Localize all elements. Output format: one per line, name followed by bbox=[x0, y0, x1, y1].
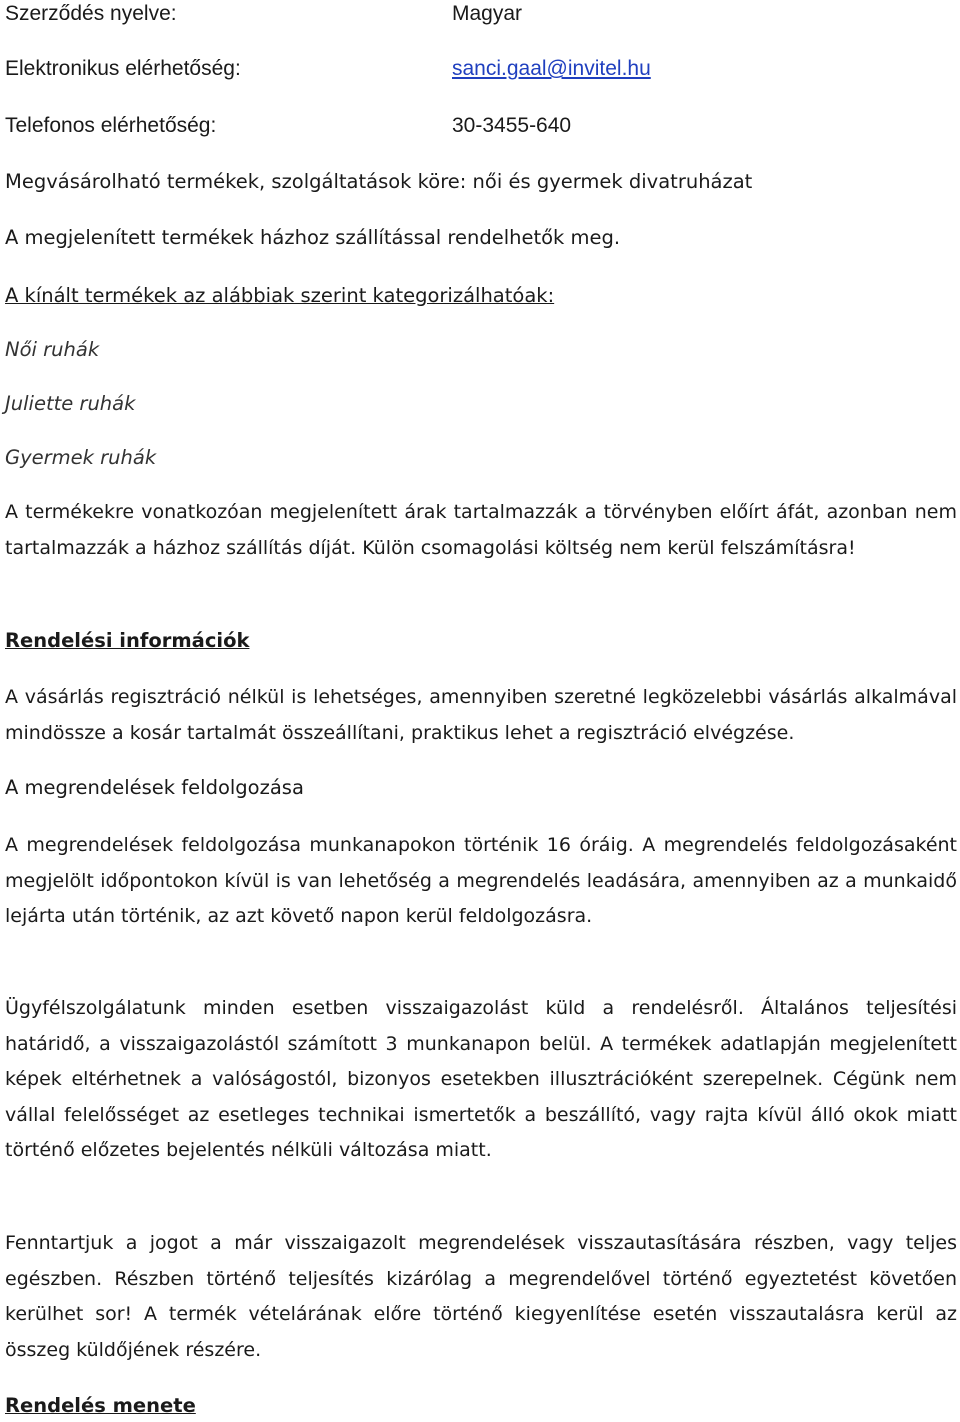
delivery-info: A megjelenített termékek házhoz szállítással rendelhetők meg. bbox=[5, 226, 621, 249]
rights-section bbox=[5, 1226, 957, 1368]
language-value: Magyar bbox=[452, 2, 523, 25]
process-heading: Rendelés menete bbox=[5, 1394, 196, 1417]
registration-text: A vásárlás regisztráció nélkül is lehetséges, amennyiben szeretné legközelebbi vásárlás alkalmával mindössze a kosár tartalmát összeállítani, praktikus lehet a regisztráció elvégzése. bbox=[5, 686, 957, 744]
categories-heading: A kínált termékek az alábbiak szerint kategorizálhatóak: bbox=[5, 284, 555, 307]
confirmation-section bbox=[5, 991, 957, 1169]
processing-title: A megrendelések feldolgozása bbox=[5, 776, 304, 799]
phone-value: 30-3455-640 bbox=[452, 114, 572, 137]
rights-text: Fenntartjuk a jogot a már visszaigazolt megrendelések visszautasítására részben, vagy teljes egészben. Részben történő teljesítés kizárólag a megrendelővel történő egyeztetést követően kerülhet sor! A termék vételárának előre történő kiegyenlítése esetén visszautalásra kerül az összeg küldőjének részére. bbox=[5, 1232, 957, 1361]
processing-text: A megrendelések feldolgozása munkanapokon történik 16 óráig. A megrendelés feldolgozásaként megjelölt időpontokon kívül is van lehetőség a megrendelés leadására, amennyiben az a munkaidő lejárta után történik, az azt követő napon kerül feldolgozásra. bbox=[5, 834, 957, 927]
phone-label: Telefonos elérhetőség: bbox=[5, 114, 217, 137]
category-item: Gyermek ruhák bbox=[5, 446, 157, 469]
email-label: Elektronikus elérhetőség: bbox=[5, 57, 241, 80]
registration-section bbox=[5, 680, 957, 751]
language-label: Szerződés nyelve: bbox=[5, 2, 177, 25]
category-item: Női ruhák bbox=[5, 338, 100, 361]
category-item: Juliette ruhák bbox=[5, 392, 136, 415]
pricing-text: A termékekre vonatkozóan megjelenített árak tartalmazzák a törvényben előírt áfát, azonban nem tartalmazzák a házhoz szállítás díját. Külön csomagolási költség nem kerül felszámításra! bbox=[5, 501, 957, 559]
products-scope: Megvásárolható termékek, szolgáltatások köre: női és gyermek divatruházat bbox=[5, 170, 753, 193]
confirmation-text: Ügyfélszolgálatunk minden esetben visszaigazolást küld a rendelésről. Általános teljesítési határidő, a visszaigazolástól számított 3 munkanapon belül. A termékek adatlapján megjelenített képek eltérhetnek a valóságostól, bizonyos esetekben illusztrációként szerepelnek. Cégünk nem vállal felelősséget az esetleges technikai ismertetők a beszállító, vagy rajta kívül álló okok miatt történő előzetes bejelentés nélküli változása miatt. bbox=[5, 997, 957, 1161]
pricing-section bbox=[5, 495, 957, 566]
email-link[interactable]: sanci.gaal@invitel.hu bbox=[452, 57, 651, 80]
processing-section bbox=[5, 828, 957, 935]
ordering-info-heading: Rendelési információk bbox=[5, 629, 250, 652]
